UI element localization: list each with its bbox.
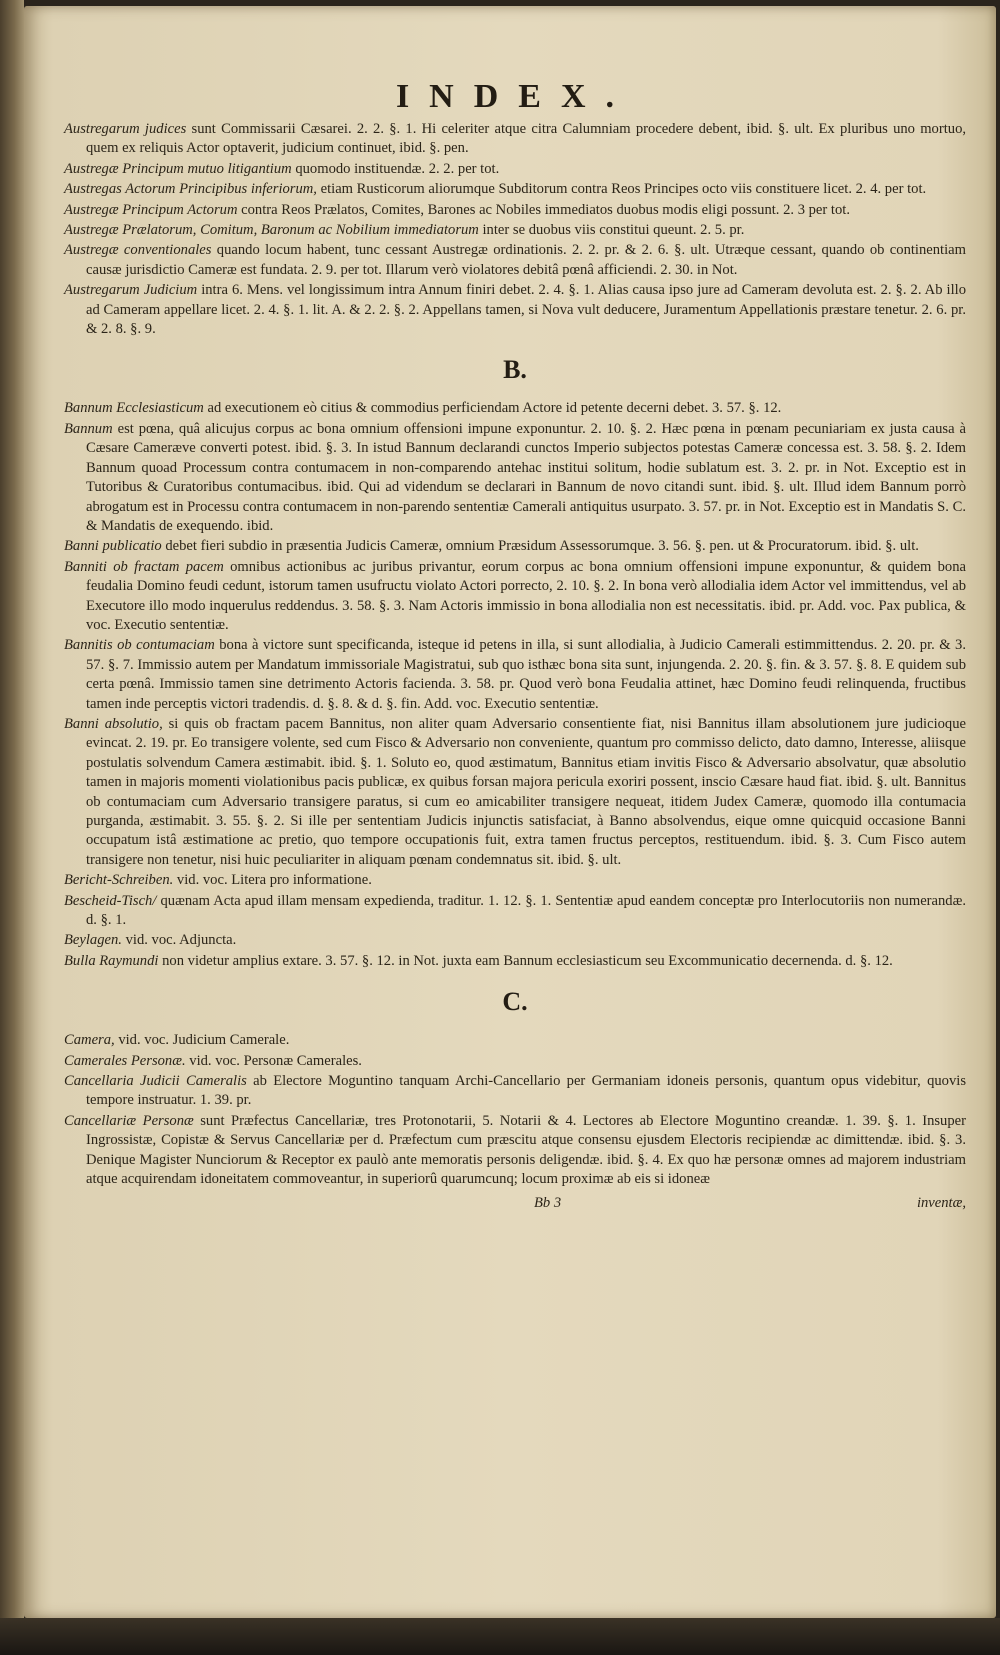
index-entry [64,952,966,971]
section-heading-c: C. [502,987,528,1017]
index-entry [64,420,966,536]
entry-term: Bannitis ob contumaciam [64,637,215,654]
entry-term: Austregæ conventionales [64,242,212,259]
entry-term: Cancellaria Judicii Cameralis [64,1073,247,1090]
entry-term: Bericht-Schreiben. [64,872,174,889]
section-heading-b: B. [503,355,527,385]
index-entry [64,281,966,339]
entry-term: Banni absolutio, [64,715,163,732]
index-entry [64,931,966,950]
entry-text: vid. voc. Judicium Camerale. [114,1032,290,1049]
entry-text: quænam Acta apud illam mensam expedienda, traditur. 1. 12. §. 1. Sententiæ apud eandem conceptæ pro Interlocutoriis non numerandæ. d. §. 1. [86,892,966,929]
index-entry [64,180,966,199]
entry-term: Banniti ob fractam pacem [64,558,224,575]
entry-text: bona à victore sunt specificanda, isteque id petens in illa, si sunt allodialia, à Judicio Camerali estimmittendus. 2. 20. pr. & 3. 57. §. 7. Immissio autem per Mandatum immissoriale Magistratui, sub quo isthæc bona sita sunt, injungenda. 2. 20. §. fin. & 3. 57. §. 8. E quidem sub certa pœnâ. Immissio tamen sine detrimento Actoris facienda. 3. 58. pr. Quod verò bona Feudalia attinet, hæc Domino feudi relinquenda, fructibus tamen inde perceptis victori tradendis. d. §. 8. & d. §. fin. Add. voc. Executio sententiæ. [86,637,966,712]
index-entry [64,636,966,714]
entry-text: ad executionem eò citius & commodius perficiendam Actore id petente decerni debet. 3. 57. §. 12. [203,400,782,417]
entry-term: Austregas Actorum Principibus inferiorum, [64,181,317,198]
page-content [64,80,966,1213]
index-entry [64,221,966,240]
entry-text: contra Reos Prælatos, Comites, Barones ac Nobiles immediatos duobus modis eligi possunt. 2. 3 per tot. [237,201,850,218]
entry-term: Austregarum judices [64,121,187,137]
catchword: inventæ, [916,1194,966,1211]
page-header: INDEX. [395,78,635,115]
entry-term: Bannum [64,420,113,437]
entry-text: vid. voc. Litera pro informatione. [173,872,372,889]
entry-text: sunt Commissarii Cæsarei. 2. 2. §. 1. Hi celeriter atque citra Calumniam procedere debent, ibid. §. ult. Ex pluribus uno mortuo, quem ex reliquis Actor optaverit, judicium continuet, ibid. §. pen. [86,121,967,157]
page-footer [64,1194,966,1213]
entry-term: Cancellariæ Personæ [64,1112,194,1129]
entry-text: ab Electore Moguntino tanquam Archi-Cancellario per Germaniam idoneis personis, quantum opus videbitur, quovis tempore instruatur. 1. 39. pr. [86,1073,966,1109]
entry-term: Banni publicatio [64,538,162,555]
index-entry [64,537,966,556]
entry-text: intra 6. Mens. vel longissimum intra Annum finiri debet. 2. 4. §. 1. Alias causa ipso jure ad Cameram devoluta est. 2. §. 2. Ab illo ad Cameram appellare licet. 2. 4. §. 1. lit. A. & 2. 2. §. 2. Appellans tamen, si Nova vult deducere, Juramentum Appellationis præstare tenetur. 2. 6. pr. & 2. 8. §. 9. [86,282,966,338]
index-entry [64,399,966,418]
entry-text: si quis ob fractam pacem Bannitus, non aliter quam Adversario consentiente fiat, nisi Bannitus illam absolutionem jure judicioque evincat. 2. 19. pr. Eo transigere volente, sed cum Fisco & Adversario non conveniente, quantum pro commisso delicto, dato damno, Interesse, aliisque postulatis solvendum Camera æstimabit. ibid. §. 1. Soluto eo, quod æstimatum, Bannitus etiam invitis Fisco & Adversario absolvatur, quæ absolutio tamen in majoris momenti violationibus pacis publicæ, ex quibus forsan majora pericula exoriri possent, inscio Cæsare haud fiat. ibid. §. ult. Bannitus ob contumaciam cum Adversario transigere paratus, si cum eo amicabiliter transigere nequeat, itidem Judex Cameræ, quomodo illa contumacia purganda, æstimabit. 3. 55. §. 2. Si ille per sententiam Judicis injunctis satisfaciat, à Banno absolvendus, eique omne quicquid occasione Banni occupatum istâ æstimatione ac pretio, quo tempore occupationis fuit, extra tamen fructus perceptos, restituendum. ibid. §. 3. Cum Fisco autem transigere non tenetur, nisi huic peculiariter in aliquam pœnam condemnatus sit. ibid. §. ult. [86,715,966,868]
index-entry [64,120,966,159]
entry-text: inter se duobus viis constitui queunt. 2. 5. pr. [478,222,745,239]
index-entry [64,715,966,870]
entry-term: Camerales Personæ. [64,1052,186,1069]
entry-term: Beylagen. [64,932,122,949]
entry-text: sunt Præfectus Cancellariæ, tres Protonotarii, 5. Notarii & 4. Lectores ab Electore Moguntino creandæ. 1. 39. §. 1. Insuper Ingrossistæ, Copistæ & Servus Cancellariæ per d. Præfectum cum præscitu atque consensu ejusdem Electoris recipiendæ ac dimittendæ. ibid. §. 3. Denique Magister Nunciorum & Receptor ex paulò ante memoratis personis deligendæ. ibid. §. 4. Ex quo hæ personæ omnes ad majorem industriam atque acquirendam idoneitatem commoveantur, in superiorû quarumcunq; locum proximæ ab eis si idoneæ [86,1112,966,1188]
entry-text: debet fieri subdio in præsentia Judicis Cameræ, omnium Præsidum Assessorumque. 3. 56. §. pen. ut & Procuratorum. ibid. §. ult. [161,538,919,555]
index-entry [64,1112,966,1190]
entry-text: quomodo instituendæ. 2. 2. per tot. [291,160,500,177]
index-entry [64,871,966,890]
entry-term: Austregæ Principum Actorum [64,201,238,218]
entry-term: Bescheid-Tisch/ [64,892,157,909]
entry-term: Austregæ Principum mutuo litigantium [64,160,292,177]
entry-term: Bannum Ecclesiasticum [64,400,204,417]
index-entry [64,892,966,931]
entry-term: Austregæ Prælatorum, Comitum, Baronum ac Nobilium immediatorum [64,222,479,239]
binding-gutter [0,0,24,1655]
index-entry [64,1072,966,1111]
entries-b [64,399,966,971]
entry-term: Bulla Raymundi [64,952,159,969]
entries-a [64,120,966,339]
index-entry [64,1052,966,1071]
entry-term: Austregarum Judicium [64,282,198,299]
index-entry [64,558,966,636]
index-entry [64,1031,966,1050]
entry-text: omnibus actionibus ac juribus privantur, eorum corpus ac bona omnium offensioni impune exponuntur, & quidem bona feudalia Domino feudi cedunt, istorum tamen usufructu violato Actori porrecto, 2. 10. §. 2. In bona verò allodialia idem Actor vel immittendus, vel ab Executore illo modo inquerulus reddendus. 3. 58. §. 3. Nam Actoris immissio in bona allodialia non est necessitatis. ibid. pr. Add. voc. Pax publica, & voc. Executio sententiæ. [86,558,967,633]
entry-text: non videtur amplius extare. 3. 57. §. 12. in Not. juxta eam Bannum ecclesiasticum seu Excommunicatio decernenda. d. §. 12. [158,952,893,969]
index-entry [64,160,966,179]
entry-text: vid. voc. Personæ Camerales. [185,1052,362,1069]
entry-text: quando locum habent, tunc cessant Austregæ ordinationis. 2. 2. pr. & 2. 6. §. ult. Utræque cessant, quando ob continentiam causæ jurisdictio Cameræ est fundata. 2. 9. per tot. Illarum verò violatores debitâ pœnâ afficiendi. 2. 30. in Not. [86,242,966,278]
scan-bottom-edge [0,1618,1000,1655]
entry-text: vid. voc. Adjuncta. [121,932,237,949]
entry-text: est pœna, quâ alicujus corpus ac bona omnium offensioni impune exponuntur. 2. 10. §. 2. Hæc pœna in pœnam pecuniariam ex justa causa à Cæsare Cameræve converti potest. ibid. §. 3. In istud Bannum declarandi cunctos Imperio subjectos potestas Cameræ concessa est. 3. 58. §. 2. Idem Bannum quoad Processum contra contumacem in non-comparendo antehac institui solitum, hodie sublatum est. 3. 2. pr. in Not. Exceptio est in Tutoribus & Curatoribus contumacibus. ibid. Qui ad videndum se declarari in Bannum de novo citandi sunt. ibid. §. ult. Illud idem Bannum porrò abrogatum est in Processu contra contumacem in non-parendo sententiæ Camerali antiquitus usurpato. 3. 57. pr. in Not. Exceptio est in Mandatis S. C. & Mandatis de exequendo. ibid. [86,420,966,534]
signature-mark: Bb 3 [534,1194,562,1211]
index-entry [64,241,966,280]
entry-term: Camera, [64,1032,115,1049]
entry-text: etiam Rusticorum aliorumque Subditorum contra Reos Principes octo viis constituere licet. 2. 4. per tot. [316,181,927,198]
entries-c [64,1031,966,1189]
index-entry [64,201,966,220]
